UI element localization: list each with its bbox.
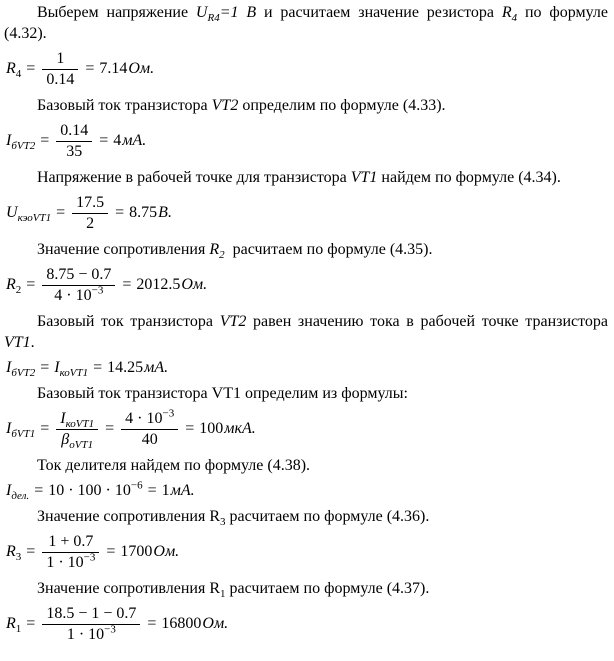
transistor-label: VT1 bbox=[4, 334, 31, 351]
variable-base: I bbox=[60, 410, 66, 427]
formula-ib-vt2 bbox=[6, 121, 608, 162]
variable-subscript: бVT2 bbox=[11, 367, 36, 380]
fraction-numeric bbox=[121, 409, 178, 450]
equals-sign: = bbox=[147, 482, 157, 499]
equals-sign: = bbox=[56, 204, 66, 222]
equals-sign: = bbox=[26, 615, 36, 633]
denominator: 35 bbox=[56, 141, 92, 162]
denominator: 2 bbox=[72, 213, 108, 234]
unit-label: мкА. bbox=[224, 420, 256, 438]
variable-r2 bbox=[209, 241, 225, 262]
text-run: расчитаем по формуле (4.36). bbox=[225, 508, 430, 525]
equals-sign: = bbox=[40, 420, 50, 438]
equals-sign: = bbox=[40, 132, 50, 150]
equals-sign: = bbox=[147, 615, 157, 633]
unit-label: мА. bbox=[170, 482, 195, 499]
paragraph-435 bbox=[4, 239, 608, 260]
formula-lhs bbox=[6, 359, 36, 380]
variable-subscript: 1 bbox=[15, 623, 22, 636]
equals-sign: = bbox=[185, 420, 195, 438]
numerator: 0.14 bbox=[60, 122, 89, 139]
equals-sign: = bbox=[93, 359, 103, 376]
result-value: 7.14 bbox=[99, 60, 128, 78]
transistor-label: VT2 bbox=[211, 97, 239, 114]
formula-r4 bbox=[6, 49, 608, 90]
formula-lhs bbox=[6, 60, 22, 81]
text-run: определим по формуле (4.33). bbox=[238, 97, 446, 114]
text-run: равен значению тока в рабочей точке транзистора bbox=[246, 313, 608, 330]
exponent: −3 bbox=[162, 407, 175, 420]
equals-sign: = bbox=[115, 204, 125, 222]
value-run: =1 В bbox=[219, 4, 257, 21]
variable-subscript: бVT2 bbox=[11, 140, 36, 153]
unit-label: Ом. bbox=[128, 60, 155, 78]
numerator: 1 bbox=[56, 50, 65, 67]
text-run: Базовый ток транзистора VT1 определим из формулы: bbox=[37, 385, 408, 402]
denominator-main: 1 · 10 bbox=[46, 554, 84, 571]
fraction bbox=[42, 265, 115, 306]
unit-label: Ом. bbox=[181, 276, 208, 294]
variable-base: R bbox=[209, 241, 220, 258]
text-run: расчитаем по формуле (4.35). bbox=[224, 241, 433, 258]
fraction bbox=[72, 193, 108, 234]
paragraph-437 bbox=[4, 578, 608, 599]
unit-label: мА. bbox=[144, 359, 169, 376]
variable-subscript: кэоVT1 bbox=[17, 212, 52, 225]
numerator bbox=[121, 409, 178, 429]
denominator bbox=[56, 429, 98, 450]
text-run: Значение сопротивления R bbox=[37, 580, 221, 597]
variable-subscript: 2 bbox=[219, 249, 225, 262]
fraction bbox=[42, 532, 99, 573]
numerator: 8.75 − 0.7 bbox=[46, 266, 112, 283]
formula-lhs bbox=[6, 482, 30, 503]
variable-base: R bbox=[6, 60, 16, 78]
variable-base: U bbox=[6, 204, 18, 222]
equals-sign: = bbox=[26, 543, 36, 561]
denominator bbox=[42, 624, 140, 645]
formula-lhs bbox=[6, 132, 36, 153]
text-run: Значение сопротивления R bbox=[37, 508, 221, 525]
equals-sign: = bbox=[99, 132, 109, 150]
result-value: 16800 bbox=[161, 615, 202, 633]
formula-r3 bbox=[6, 532, 608, 573]
paragraph-433 bbox=[4, 95, 608, 116]
formula-ib-equals bbox=[6, 359, 608, 380]
fraction bbox=[42, 604, 140, 645]
formula-lhs bbox=[6, 420, 36, 441]
equals-sign: = bbox=[105, 420, 115, 438]
variable-base: U bbox=[195, 4, 208, 21]
numerator: 1 + 0.7 bbox=[48, 533, 94, 550]
text-run: и расчитаем значение резистора bbox=[256, 4, 502, 21]
result-value: 1 bbox=[161, 482, 170, 499]
expression-main: 10 · 100 · 10 bbox=[48, 482, 131, 499]
equals-sign: = bbox=[106, 543, 116, 561]
paragraph-iz-formuly bbox=[4, 383, 608, 404]
variable-subscript: 4 bbox=[511, 12, 518, 25]
text-run: Выберем напряжение bbox=[37, 4, 196, 21]
fraction bbox=[56, 121, 92, 162]
text-run: расчитаем по формуле (4.37). bbox=[225, 580, 430, 597]
formula-idel bbox=[6, 479, 608, 503]
formula-r2 bbox=[6, 265, 608, 306]
text-run: найдем по формуле (4.34). bbox=[377, 169, 561, 186]
variable-subscript: R4 bbox=[207, 12, 220, 25]
numerator bbox=[56, 409, 98, 429]
variable-base: R bbox=[501, 4, 512, 21]
fraction-symbolic bbox=[56, 409, 98, 450]
equals-sign: = bbox=[26, 276, 36, 294]
variable-subscript: оVT1 bbox=[69, 439, 94, 452]
variable-subscript: 2 bbox=[15, 284, 22, 297]
variable-base: I bbox=[6, 482, 12, 499]
text-run: Напряжение в рабочей точке для транзистора bbox=[37, 169, 351, 186]
transistor-label: VT1 bbox=[350, 169, 378, 186]
text-run: по формуле (4.32). bbox=[4, 4, 608, 42]
result-value: 100 bbox=[199, 420, 224, 438]
formula-lhs bbox=[6, 615, 22, 636]
equals-sign: = bbox=[40, 359, 50, 376]
fraction bbox=[42, 49, 78, 90]
denominator-main: 4 · 10 bbox=[54, 287, 92, 304]
denominator: 0.14 bbox=[42, 69, 78, 90]
formula-lhs bbox=[6, 276, 22, 297]
text-run: Базовый ток транзистора bbox=[37, 97, 212, 114]
formula-rhs-var bbox=[54, 359, 89, 380]
equals-sign: = bbox=[34, 482, 44, 499]
denominator bbox=[42, 285, 115, 306]
paragraph-intro bbox=[4, 2, 608, 44]
variable-subscript: 3 bbox=[220, 516, 226, 529]
result-value: 14.25 bbox=[107, 359, 144, 376]
formula-ukeo-vt1 bbox=[6, 193, 608, 234]
numerator-main: 4 · 10 bbox=[125, 410, 163, 427]
formula-lhs bbox=[6, 204, 52, 225]
unit-label: Ом. bbox=[153, 543, 180, 561]
equals-sign: = bbox=[122, 276, 132, 294]
paragraph-434 bbox=[4, 167, 608, 188]
equals-sign: = bbox=[26, 60, 36, 78]
variable-base: I bbox=[6, 132, 12, 150]
text-run: Ток делителя найдем по формуле (4.38). bbox=[37, 457, 311, 474]
text-run: Значение сопротивления bbox=[37, 241, 210, 258]
variable-base: I bbox=[6, 359, 12, 376]
numerator: 17.5 bbox=[76, 194, 105, 211]
text-run: . bbox=[30, 334, 35, 351]
unit-label: мА. bbox=[122, 132, 147, 150]
denominator: 40 bbox=[121, 429, 178, 450]
variable-base: β bbox=[61, 431, 70, 448]
exponent: −3 bbox=[104, 623, 116, 636]
paragraph-438 bbox=[4, 455, 608, 476]
formula-lhs bbox=[6, 543, 22, 564]
result-value: 1700 bbox=[120, 543, 153, 561]
variable-subscript: коVT1 bbox=[59, 367, 89, 380]
exponent: −3 bbox=[91, 284, 104, 297]
variable-subscript: 1 bbox=[220, 588, 226, 601]
denominator bbox=[42, 552, 99, 573]
variable-base: I bbox=[6, 420, 12, 438]
variable-subscript: дел. bbox=[11, 490, 30, 503]
numerator: 18.5 − 1 − 0.7 bbox=[46, 605, 137, 622]
variable-base: R bbox=[6, 543, 16, 561]
transistor-label: VT2 bbox=[219, 313, 247, 330]
variable-base: R bbox=[6, 276, 16, 294]
variable-base: R bbox=[6, 615, 16, 633]
variable-subscript: бVT1 bbox=[11, 428, 36, 441]
text-run: Базовый ток транзистора bbox=[37, 313, 220, 330]
variable-r4 bbox=[501, 4, 518, 25]
paragraph-rab-tochka bbox=[4, 311, 608, 353]
formula-ib-vt1 bbox=[6, 409, 608, 450]
variable-base: I bbox=[54, 359, 60, 376]
denominator-main: 1 · 10 bbox=[66, 626, 105, 643]
paragraph-436 bbox=[4, 506, 608, 527]
result-value: 2012.5 bbox=[136, 276, 181, 294]
unit-label: В. bbox=[158, 204, 172, 222]
exponent: −6 bbox=[130, 479, 143, 492]
variable-subscript: 3 bbox=[15, 551, 22, 564]
variable-subscript: 4 bbox=[15, 68, 22, 81]
variable-subscript: коVT1 bbox=[65, 418, 95, 431]
exponent: −3 bbox=[83, 551, 96, 564]
equals-sign: = bbox=[85, 60, 95, 78]
result-value: 4 bbox=[113, 132, 122, 150]
variable-u-r4 bbox=[195, 4, 257, 25]
formula-r1 bbox=[6, 604, 608, 645]
unit-label: Ом. bbox=[202, 615, 229, 633]
result-value: 8.75 bbox=[129, 204, 158, 222]
expression bbox=[48, 479, 143, 499]
